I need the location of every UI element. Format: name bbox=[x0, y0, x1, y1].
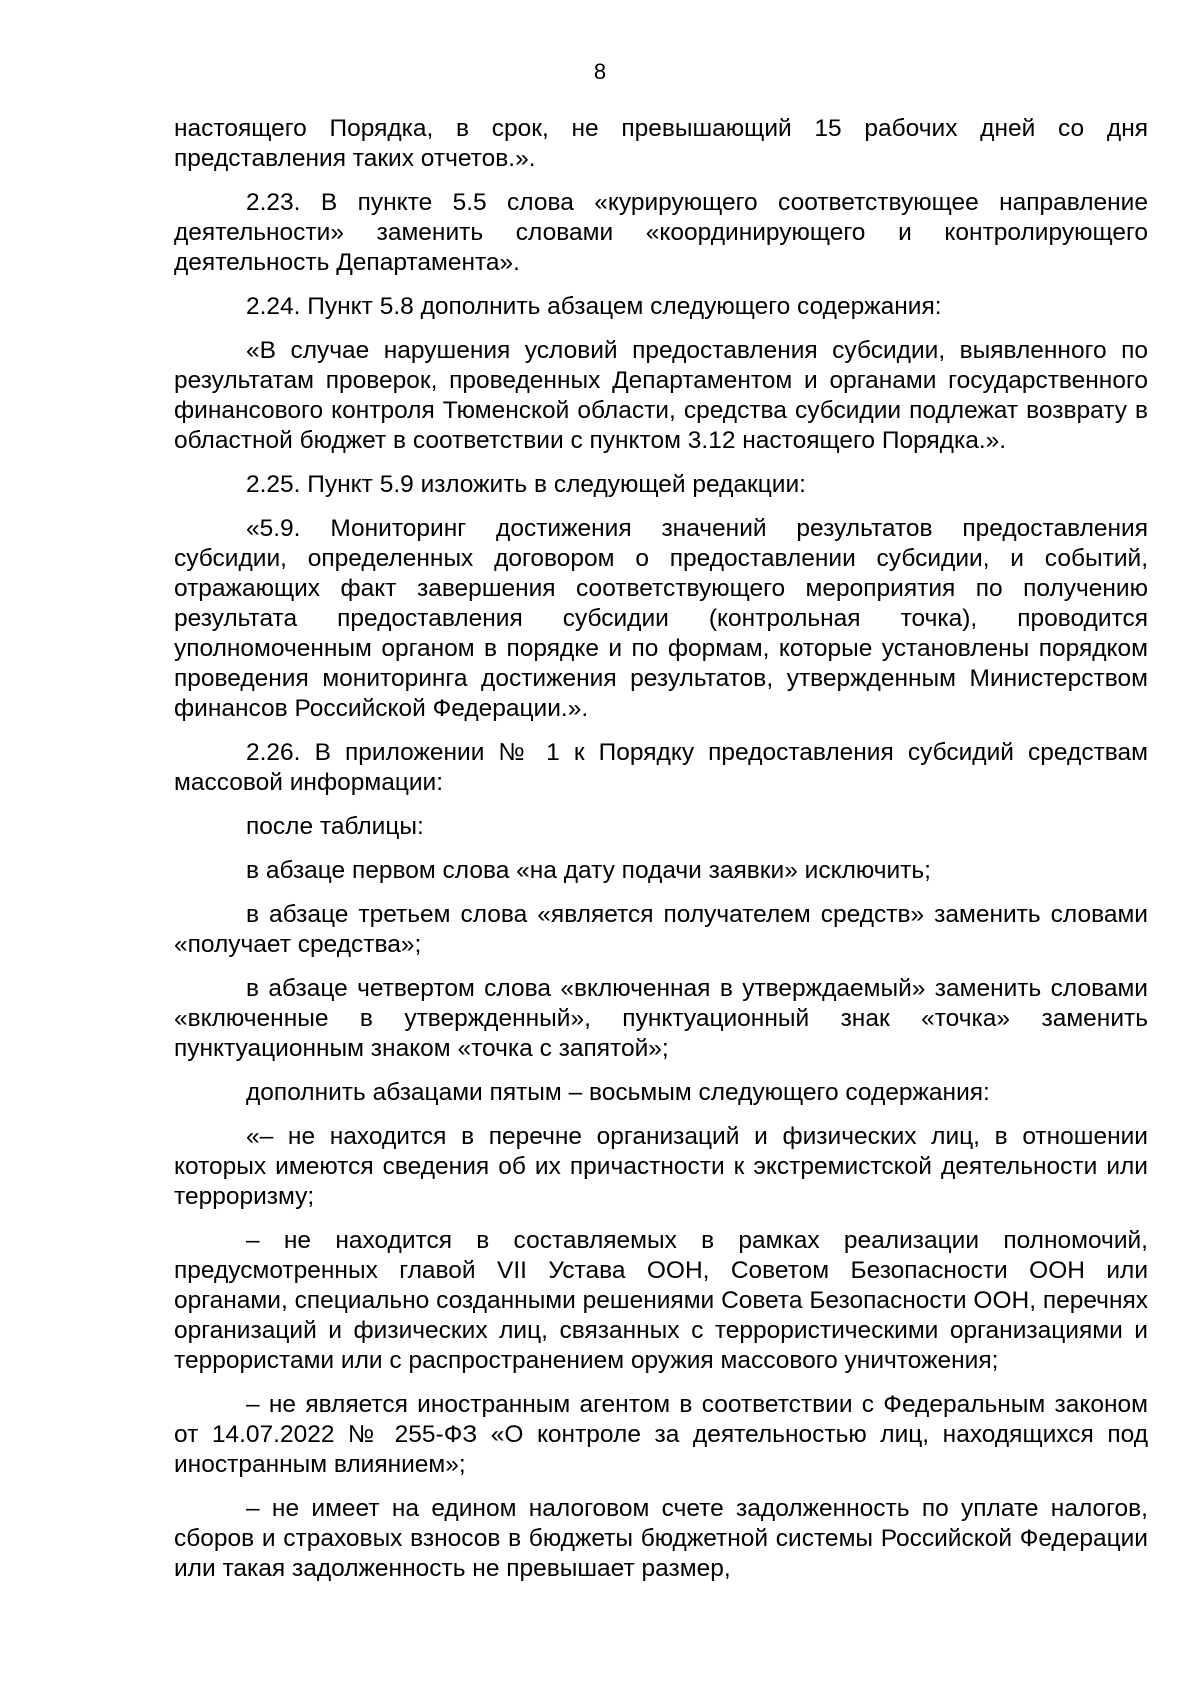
paragraph-continuation: настоящего Порядка, в срок, не превышающий 15 рабочих дней со дня представления таких отчетов.». bbox=[174, 115, 1148, 172]
list-item-un-lists: – не находится в составляемых в рамках реализации полномочий, предусмотренных главой VII Устава ООН, Советом Безопасности ООН или органами, специально созданными решениями Совета Безопасности ООН, перечнях организаций и физических лиц, связанных с террористическими организациями и террористами или с распространением оружия массового уничтожения; bbox=[174, 1227, 1148, 1374]
list-item-foreign-agent: – не является иностранным агентом в соответствии с Федеральным законом от 14.07.2022 № 255-ФЗ «О контроле за деятельностью лиц, находящихся под иностранным влиянием»; bbox=[174, 1391, 1148, 1478]
paragraph-2-23: 2.23. В пункте 5.5 слова «курирующего соответствующее направление деятельности» заменить словами «координирующего и контролирующего деятельность Департамента». bbox=[174, 189, 1148, 276]
paragraph-fourth-abzac: в абзаце четвертом слова «включенная в утверждаемый» заменить словами «включенные в утвержденный», пунктуационный знак «точка» заменить пунктуационным знаком «точка с запятой»; bbox=[174, 975, 1148, 1062]
paragraph-first-abzac: в абзаце первом слова «на дату подачи заявки» исключить; bbox=[246, 857, 931, 884]
paragraph-add-abzacs: дополнить абзацами пятым – восьмым следующего содержания: bbox=[246, 1079, 990, 1106]
paragraph-after-table: после таблицы: bbox=[246, 813, 424, 840]
document-body bbox=[174, 114, 1148, 1598]
paragraph-2-25: 2.25. Пункт 5.9 изложить в следующей редакции: bbox=[246, 471, 806, 498]
paragraph-2-24: 2.24. Пункт 5.8 дополнить абзацем следующего содержания: bbox=[246, 293, 942, 320]
list-item-tax-debt: – не имеет на едином налоговом счете задолженность по уплате налогов, сборов и страховых взносов в бюджеты бюджетной системы Российской Федерации или такая задолженность не превышает размер, bbox=[174, 1495, 1148, 1582]
paragraph-third-abzac: в абзаце третьем слова «является получателем средств» заменить словами «получает средства»; bbox=[174, 901, 1148, 958]
paragraph-5-8-addition: «В случае нарушения условий предоставления субсидии, выявленного по результатам проверок, проведенных Департаментом и органами государственного финансового контроля Тюменской области, средства субсидии подлежат возврату в областной бюджет в соответствии с пунктом 3.12 настоящего Порядка.». bbox=[174, 337, 1148, 454]
list-item-extremism: «– не находится в перечне организаций и физических лиц, в отношении которых имеются сведения об их причастности к экстремистской деятельности или терроризму; bbox=[174, 1123, 1148, 1210]
paragraph-2-26: 2.26. В приложении № 1 к Порядку предоставления субсидий средствам массовой информации: bbox=[174, 739, 1148, 796]
page-number: 8 bbox=[593, 59, 607, 84]
paragraph-5-9-text: «5.9. Мониторинг достижения значений результатов предоставления субсидии, определенных договором о предоставлении субсидии, и событий, отражающих факт завершения соответствующего мероприятия по получению результата предоставления субсидии (контрольная точка), проводится уполномоченным органом в порядке и по формам, которые установлены порядком проведения мониторинга достижения результатов, утвержденным Министерством финансов Российской Федерации.». bbox=[174, 515, 1148, 722]
